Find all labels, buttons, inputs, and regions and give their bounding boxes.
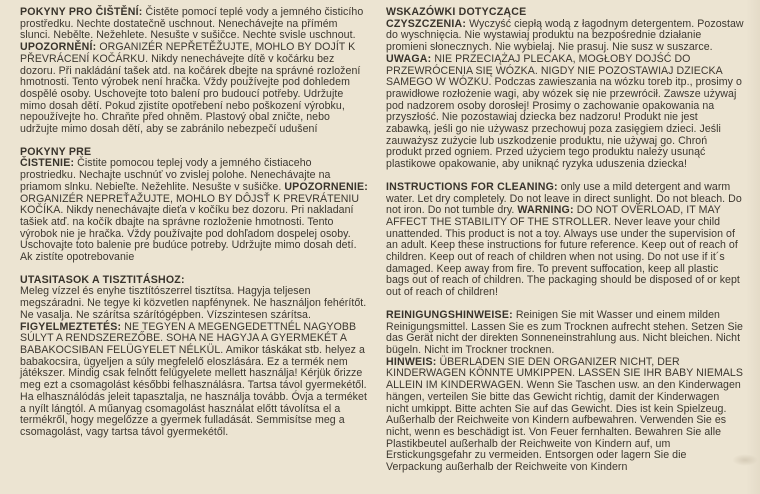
section-polish [386,7,744,171]
czech-warning-label: UPOZORNĚNÍ: [20,41,97,54]
polish-paragraph [386,7,744,171]
polish-heading-line2: CZYSZCZENIA: [386,17,467,30]
german-heading: REINIGUNGSHINWEISE: [386,308,513,321]
right-column [386,7,744,490]
polish-warning-label: UWAGA: [386,52,432,65]
hungarian-paragraph [20,275,370,439]
slovak-heading-line1: POKYNY PRE [20,145,92,158]
german-paragraph [386,310,744,474]
czech-heading: POKYNY PRO ČIŠTĚNÍ: [20,6,143,18]
english-warning-text: DO NOT OVERLOAD, IT MAY AFFECT THE STABILITY OF THE STROLLER. Never leave your child unattended. This product is not a toy. Always use under the supervision of an adult. Keep these instructions for future reference. Keep out of reach of children. Keep out of reach of children when not using. Do not use if it´s damaged. Keep away from fire. To prevent suffocation, keep all plastic bags out of reach of children. The packaging should be disposed of or kept out of reach of children! [386,204,740,299]
slovak-warning-text: ORGANIZÉR NEPREŤAŽUJTE, MOHLO BY DÔJSŤ K PREVRÁTENIU KOČÍKA. Nikdy nenechávajte dieťa v kočíku bez dozoru. Pri nakladaní tašiek atď. na kočík dbajte na správne rozloženie hmotnosti. Tento výrobok nie je hračka. Vždy používajte pod dohľadom dospelej osoby. Uschovajte toto balenie pre budúce potreby. Udržujte mimo dosah detí. Ak zistíte opotrebovanie [20,192,360,264]
slovak-heading-line2: ČISTENIE: [20,157,75,170]
german-warning-text: ÜBERLADEN SIE DEN ORGANIZER NICHT, DER KINDERWAGEN KÖNNTE UMKIPPEN. LASSEN SIE IHR BABY NIEMALS ALLEIN IM KINDERWAGEN. Wenn Sie Taschen usw. an den Kinderwagen hängen, verteilen Sie bitte das Gewicht richtig, damit der Kinderwagen nicht umkippt. Bitte achten Sie auf das Gewicht. Dies ist kein Spielzeug. Außerhalb der Reichweite von Kindern aufbewahren. Verwenden Sie es nicht, wenn es beschädigt ist. Von Feuer fernhalten. Bewahren Sie alle Plastikbeutel außerhalb der Reichweite von Kindern auf, um Erstickungsgefahr zu vermeiden. Entsorgen oder lagern Sie die Verpackung außerhalb der Reichweite von Kindern [386,355,743,474]
slovak-body: Čistite pomocou teplej vody a jemného čistiaceho prostriedku. Nechajte uschnúť vo zvislej polohe. Nenechávajte na priamom slnku. Nebieľte. Nežehlite. Nesušte v sušičke. [20,157,331,193]
czech-paragraph [20,7,370,136]
slovak-paragraph [20,147,370,264]
hungarian-body: Meleg vízzel és enyhe tisztítószerrel tisztítsa. Hagyja teljesen megszáradni. Ne tegye ki közvetlen napfénynek. Ne használjon fehérítőt. Ne vasalja. Ne szárítsa szárítógépben. Vízszintesen szárítsa. [20,285,367,321]
english-warning-label: WARNING: [517,204,574,217]
hungarian-heading: UTASITASOK A TISZTITÁSHOZ: [20,273,185,286]
section-hungarian [20,275,370,439]
english-heading: INSTRUCTIONS FOR CLEANING: [386,180,558,193]
left-column [20,7,370,490]
polish-body: Wyczyść ciepłą wodą z łagodnym detergentem. Pozostaw do wyschnięcia. Nie wystawiaj produktu na bezpośrednie działanie promieni słonecznych. Nie wybielaj. Nie prasuj. Nie susz w suszarce. [386,17,744,54]
english-body: only use a mild detergent and warm water. Let dry completely. Do not leave in direct sunlight. Do not bleach. Do not iron. Do not tumble dry. [386,180,742,217]
hungarian-warning-text: NE TEGYEN A MEGENGEDETTNÉL NAGYOBB SÚLYT A RENDSZEREZŐBE. SOHA NE HAGYJA A GYERMEKÉT A BABAKOCSIBAN FELÜGYELET NÉLKÜL. Amikor táskákat stb. helyez a babakocsira, ügyeljen a súly megfelelő eloszlására. Ez a termék nem játékszer. Mindig csak felnőtt felügyelete mellett használja! Kérjük őrizze meg ezt a csomagolást későbbi felhasználásra. Tartsa távol gyermekétől. Ha elhasználódás jeleit tapasztalja, ne használja tovább. Óvja a terméket a nyílt lángtól. A műanyag csomagolást használat előtt távolítsa el a termékről, hogy megelőzze a gyermek fulladását. Semmisítse meg a csomagolást, vagy tartsa távol gyermekétől. [20,320,367,438]
czech-body: Čistěte pomocí teplé vody a jemného čisticího prostředku. Nechte dostatečně uschnout. Nenechávejte na přímém slunci. Nebělte. Nežehlete. Nesušte v sušičce. Nechte svisle uschnout. [20,6,364,42]
german-body: Reinigen Sie mit Wasser und einem milden Reinigungsmittel. Lassen Sie es zum Trocknen aufrecht stehen. Setzen Sie das Gerät nicht der direkten Sonneneinstrahlung aus. Nicht bleichen. Nicht bügeln. Nicht im Trockner trocknen. [386,308,743,356]
slovak-warning-label: UPOZORNENIE: [284,180,368,193]
section-czech [20,7,370,136]
section-german [386,310,744,474]
polish-warning-text: NIE PRZECIĄŻAJ PLECAKA, MOGŁOBY DOJŚĆ DO PRZEWRÓCENIA SIĘ WÓZKA. NIGDY NIE POZOSTAWIAJ DZIECKA SAMEGO W WÓZKU. Podczas zawieszania na wózku toreb itp., prosimy o prawidłowe rozłożenie wagi, aby wózek się nie przewrócił. Zawsze używaj pod nadzorem osoby dorosłej! Prosimy o zachowanie opakowania na przyszłość. Nie pozostawiaj dziecka bez nadzoru! Produkt nie jest zabawką, jeśli go nie używasz przechowuj poza zasięgiem dzieci. Jeśli zauważysz zużycie lub uszkodzenie produktu, nie używaj go. Chroń produkt przed ogniem. Przed użyciem tego produktu należy usunąć plastikowe opakowanie, aby uniknąć ryzyka uduszenia dziecka! [386,52,742,171]
polish-heading-line1: WSKAZÓWKI DOTYCZĄCE [386,6,527,18]
hungarian-warning-label: FIGYELMEZTETÉS: [20,320,122,333]
czech-warning-text: ORGANIZÉR NEPŘETĚŽUJTE, MOHLO BY DOJÍT K PŘEVRÁCENÍ KOČÁRKU. Nikdy nenechávejte dítě v kočárku bez dozoru. Při nakládání tašek atd. na kočárek dbejte na správné rozložení hmotnosti. Tento výrobek není hračka. Vždy používejte pod dohledem dospělé osoby. Uschovejte toto balení pro budoucí potřeby. Udržujte mimo dosah dětí. Pokud zjistíte opotřebení nebo poškození výrobku, nepoužívejte ho. Chraňte před ohněm. Plastový obal zničte, nebo udržujte mimo dosah dětí, aby se zabránilo nebezpečí udušení [20,41,361,136]
section-slovak [20,147,370,264]
section-english [386,182,744,299]
english-paragraph [386,182,744,299]
german-warning-label: HINWEIS: [386,355,437,368]
